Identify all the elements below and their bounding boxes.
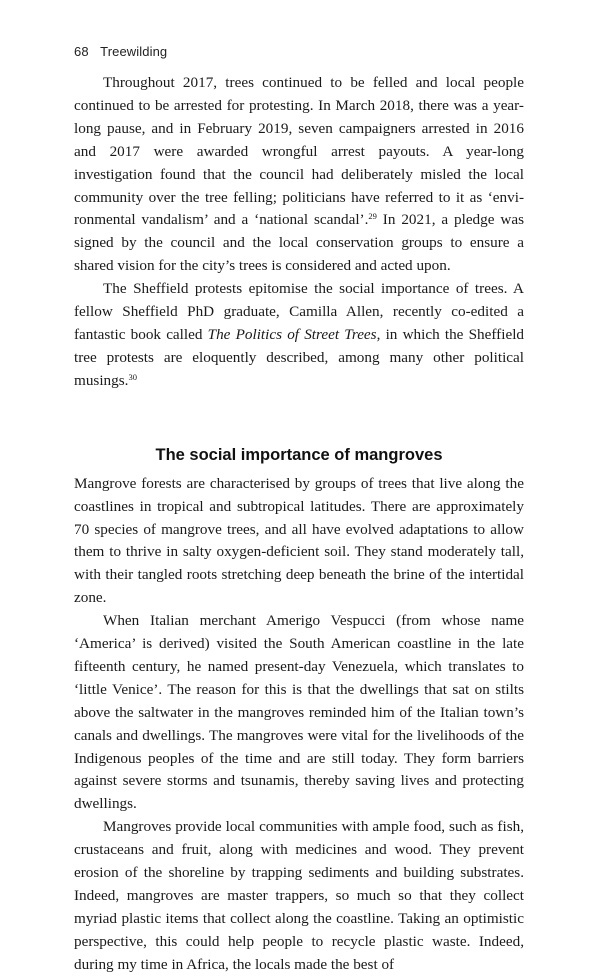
book-page bbox=[74, 0, 525, 973]
paragraph-sheffield-protests bbox=[74, 278, 524, 393]
book-title-italic: The Politics of Street Trees bbox=[207, 325, 377, 343]
running-head bbox=[74, 44, 167, 59]
paragraph-mangrove-intro: Mangrove forests are characterised by groups of trees that live along the coastlines in tropical and subtropical latitudes. There are approximately 70 species of mangrove trees, and all have evolved adaptations to allow them to thrive in salty oxygen-deficient soil. They stand moderately tall, with their tangled roots stretching deep beneath the brine of the intertidal zone. bbox=[74, 474, 524, 607]
page-number: 68 bbox=[74, 44, 89, 59]
paragraph-text: In 2021, a pledge was signed by the council and the local conservation groups to ensure a shared vision for the city’s trees is considered and acted upon. bbox=[74, 211, 524, 275]
paragraph-mangrove-benefits: Mangroves provide local communities with ample food, such as fish, crustaceans and fruit, along with medicines and wood. They prevent erosion of the shoreline by trapping sediments and building substrates. Indeed, mangroves are master trappers, so much so that they collect myriad plastic items that collect along the coastline. Taking an optimistic perspective, this could help people to recycle plastic waste. Indeed, during my time in Africa, the locals made the best of bbox=[74, 818, 524, 973]
paragraph-text: Throughout 2017, trees continued to be felled and local people continued to be arrested for protesting. In March 2018, there was a year-long pause, and in February 2019, seven campaigners arrested in 2016 and 2017 were awarded wrongful arrest payouts. A year-long investigation found that the council had deliberately misled the local community over the tree felling; politicians have referred to it as ‘environmental vandalism’ and a ‘national scandal’. bbox=[74, 74, 524, 229]
paragraph-text: The Sheffield protests epitomise the social importance of trees. A fellow Sheffield PhD graduate, Camilla Allen, recently co-edited a fantastic book called bbox=[74, 280, 524, 343]
footnote-marker: 30 bbox=[128, 371, 137, 382]
body-text bbox=[74, 72, 524, 977]
section-spacer bbox=[74, 393, 524, 443]
section-heading: The social importance of mangroves bbox=[155, 445, 443, 464]
paragraph-text: , in which the Sheffield tree protests are eloquently described, among many other political musings. bbox=[74, 325, 525, 389]
paragraph-vespucci: When Italian merchant Amerigo Vespucci (from whose name ‘America’ is derived) visited the South American coastline in the late fifteenth century, he named present-day Venezuela, which translates to ‘little Venice’. The reason for this is that the dwellings that sat on stilts above the saltwater in the mangroves reminded him of the Italian town’s canals and dwellings. The mangroves were vital for the livelihoods of the Indigenous peoples of the time and are still today. They form barriers against severe storms and tsunamis, thereby saving lives and protecting dwellings. bbox=[74, 612, 524, 813]
book-title: Treewilding bbox=[100, 44, 168, 59]
footnote-marker: 29 bbox=[368, 211, 377, 222]
paragraph-sheffield-felling bbox=[74, 72, 524, 278]
